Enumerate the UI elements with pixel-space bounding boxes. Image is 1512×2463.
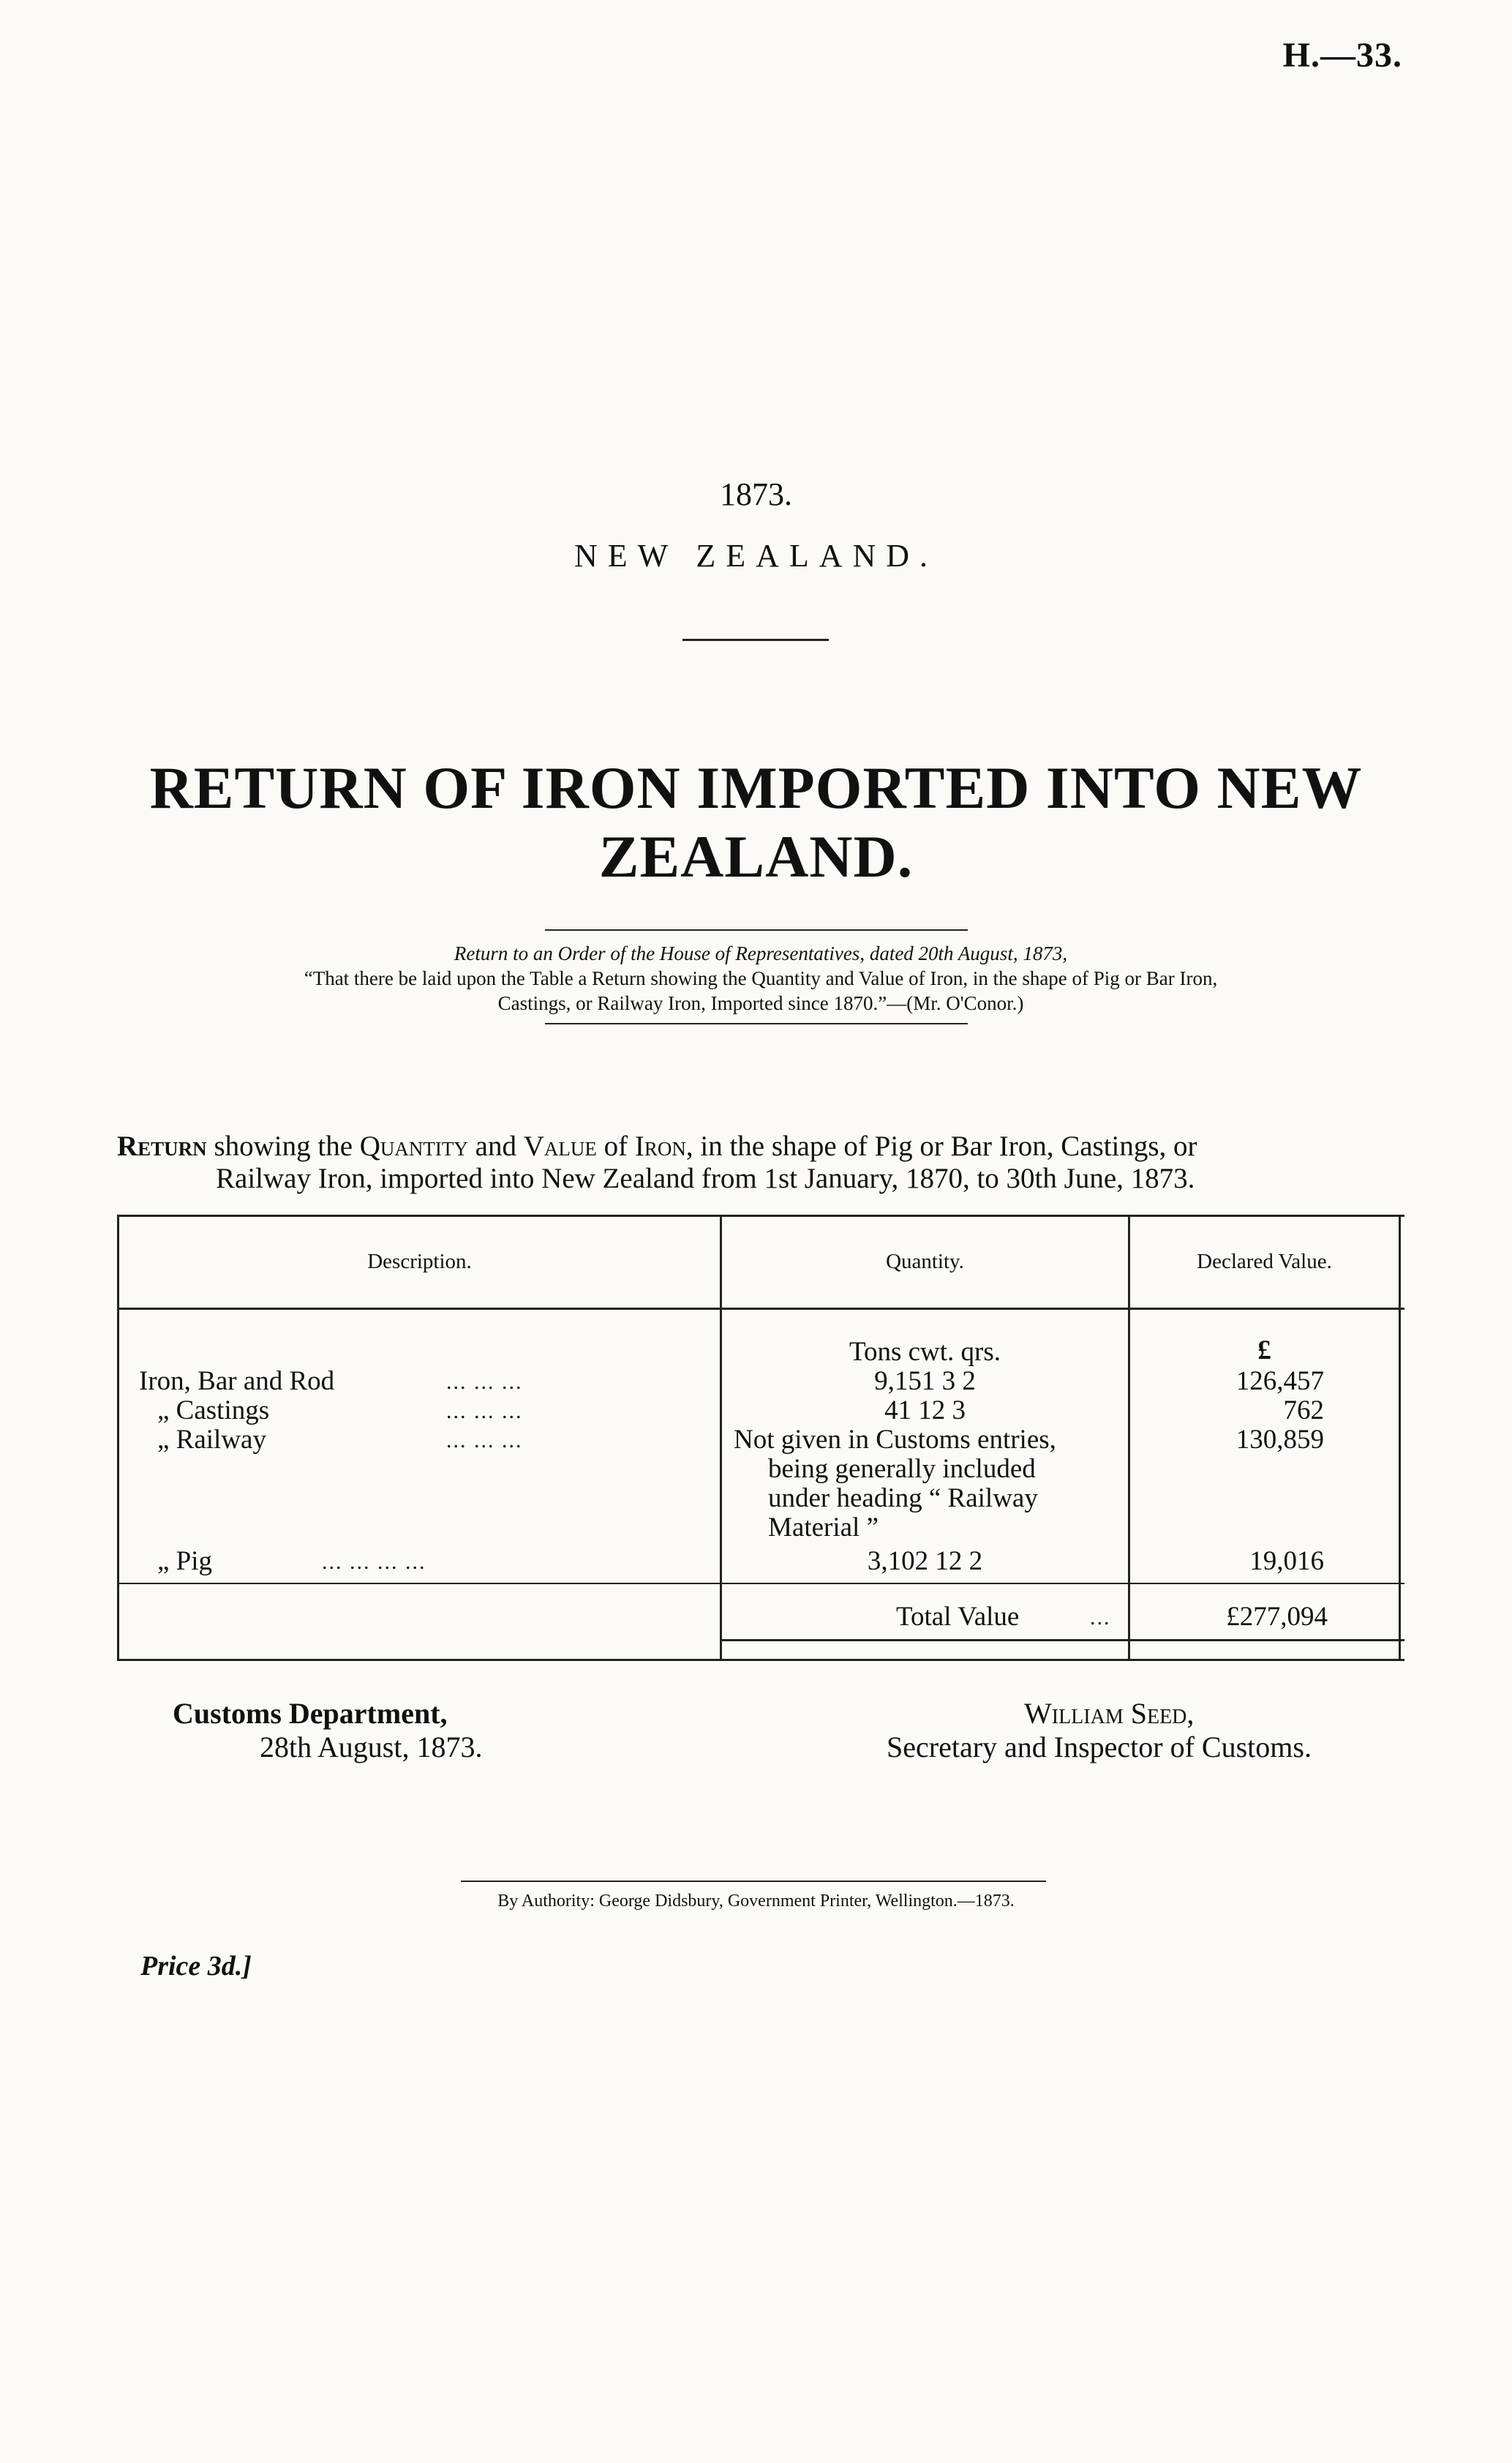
iron-word: Iron [634,1131,686,1162]
table-row-value: 126,457 [1235,1366,1324,1396]
return-heading-line2: Railway Iron, imported into New Zealand from 1st January, 1870, to 30th June, 1873. [216,1163,1195,1194]
table-row-quantity-line: Not given in Customs entries, [734,1425,1056,1455]
value-units: £ [1257,1335,1271,1365]
order-line: Return to an Order of the House of Representatives, dated 20th August, 1873, [454,942,1068,964]
heading-text: and [467,1131,524,1162]
value-word: Value [523,1131,597,1162]
table-border-right [1399,1215,1401,1661]
divider [461,1881,1046,1882]
signatory-title: Secretary and Inspector of Customs. [887,1731,1312,1763]
document-reference: H.—33. [1282,36,1402,75]
heading-text: showing the [206,1131,360,1162]
heading-text: of [596,1131,635,1162]
table-row-value: 130,859 [1235,1425,1324,1455]
table-border-left [117,1215,119,1661]
document-title: RETURN OF IRON IMPORTED INTO NEW ZEALAND. [149,754,1363,890]
table-row-quantity: 41 12 3 [884,1395,966,1425]
table-divider [720,1215,722,1661]
signature-date: 28th August, 1873. [260,1731,483,1763]
divider [545,1023,968,1024]
table-rule-top [117,1215,1404,1217]
department-name: Customs Department, [173,1697,448,1730]
total-label: Total Value [896,1602,1020,1632]
leader-dots: ... ... ... [446,1370,523,1394]
column-header-quantity: Quantity. [886,1250,964,1273]
divider [682,639,829,641]
table-row-value: 19,016 [1249,1546,1324,1576]
heading-text: , in the shape of Pig or Bar Iron, Castings, or [685,1131,1197,1162]
return-heading [117,1131,1419,1163]
return-word: Return [117,1131,207,1162]
quantity-word: Quantity [359,1131,468,1162]
printer-authority: By Authority: George Didsbury, Government Printer, Wellington.—1873. [497,1892,1015,1911]
table-row-description: „ Pig [157,1546,213,1576]
document-country: NEW ZEALAND. [573,538,939,574]
table-row-description: „ Castings [157,1395,270,1425]
signatory-name: William Seed, [1024,1697,1195,1730]
table-row-description: Iron, Bar and Rod [139,1366,335,1396]
leader-dots: ... ... ... ... [322,1550,426,1574]
order-line: “That there be laid upon the Table a Return showing the Quantity and Value of Iron, in the shape of Pig or Bar Iron, [304,967,1218,989]
leader-dots: ... ... ... [446,1428,523,1452]
quantity-units: Tons cwt. qrs. [849,1337,1001,1367]
table-row-quantity: 9,151 3 2 [874,1366,976,1396]
divider [545,929,968,931]
price-note: Price 3d.] [140,1951,252,1982]
column-header-description: Description. [367,1250,472,1273]
table-rule-bottom [117,1659,1404,1661]
document-year: 1873. [720,476,792,512]
table-row-quantity-line: under heading “ Railway [768,1483,1038,1513]
table-row-quantity: 3,102 12 2 [867,1546,983,1576]
leader-dots: ... ... ... [446,1399,523,1423]
table-rule-header [117,1308,1404,1310]
table-row-value: 762 [1283,1395,1324,1425]
table-row-description: „ Railway [157,1425,266,1455]
table-rule-total [722,1639,1404,1641]
table-row-quantity-line: Material ” [768,1512,879,1542]
total-value: £277,094 [1226,1602,1328,1632]
column-header-value: Declared Value. [1197,1250,1332,1273]
table-rule-body [117,1583,1404,1584]
leader-dots: ... [1090,1605,1111,1630]
order-line: Castings, or Railway Iron, Imported since 1870.”—(Mr. O'Conor.) [497,992,1024,1014]
table-row-quantity-line: being generally included [768,1454,1036,1484]
